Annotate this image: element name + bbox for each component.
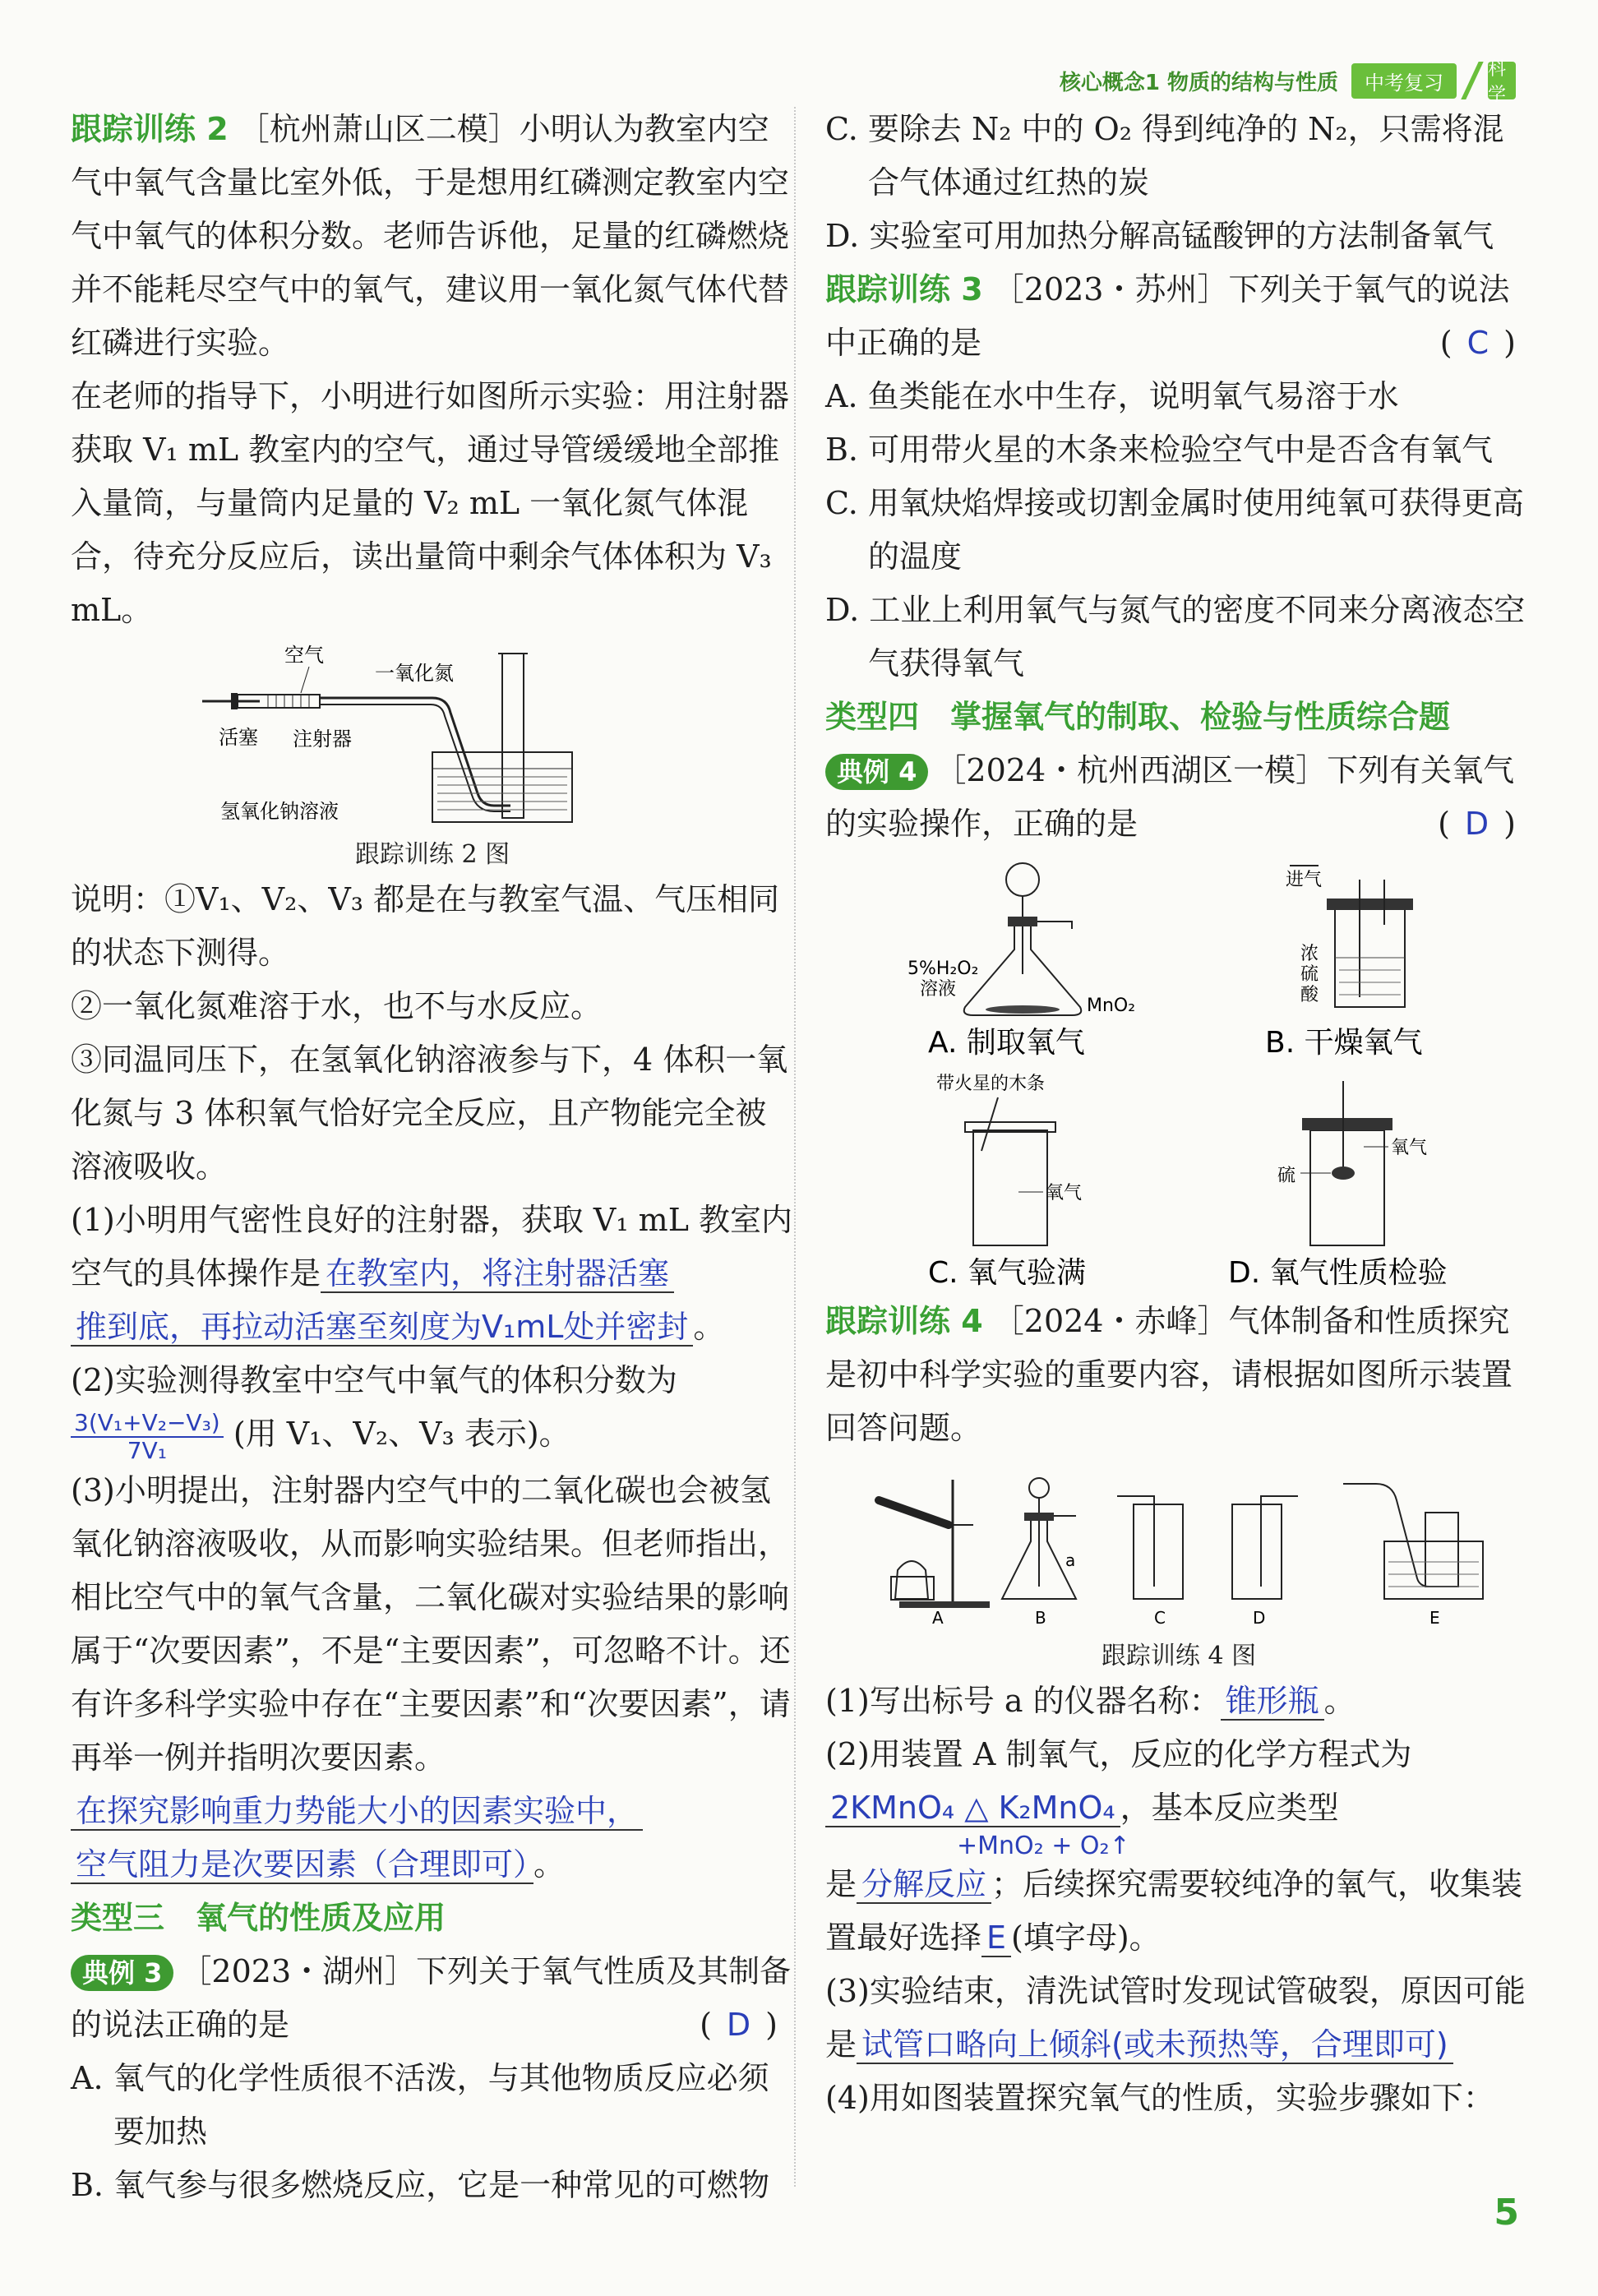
review-tag: 中考复习 [1351,63,1457,99]
label-b-inlet: 进气 [1286,870,1323,890]
section-type-4: 类型四 掌握氧气的制取、检验与性质综合题 [825,699,1451,735]
example-4-answer: D [1464,806,1489,842]
answer-4-2-collect: E [981,1919,1011,1957]
label-d-sulfur: 硫 [1277,1166,1296,1186]
answer-3b: 空气阻力是次要因素（合理即可） [71,1846,533,1884]
label-a-solution: 5%H₂O₂ [908,959,979,979]
label-naoh: 氢氧化钠溶液 [220,800,339,823]
question-1: (1)小明用气密性良好的注射器，获取 V₁ mL 教室内空气的具体操作是 在教室内，将注射器活塞 [71,1202,793,1291]
answer-4-2-equation-cont: +MnO₂ + O₂↑ [957,1832,1130,1860]
tracking-4-question-3: (3)实验结束，清洗试管时发现试管破裂，原因可能是 试管口略向上倾斜(或未预热等，合理即可) [825,1973,1526,2063]
example-3: 典例 3 ［2023・湖州］下列关于氧气性质及其制备的说法正确的是 ( D ) [71,1952,792,2043]
left-column: 跟踪训练 2 ［杭州萧山区二模］小明认为教室内空气中氧气含量比室外低，于是想用红磷测定教室内空气中氧气的体积分数。老师告诉他，足量的红磷燃烧并不能耗尽空气中的氧气，建议用一氧化氮气体代替红磷进行实验。 在老师的指导下，小明进行如图所示实验：用注射器获取 V₁ mL 教室内的空气，通过导管缓缓地全部推入量筒，与量筒内足量的 V₂ mL 一氧化氮气体混合，待充分反应后，读出量筒中剩余气体体积为 V₃ mL。 空气 一氧化氮 活塞 注射器 氢氧化钠溶液 跟踪训练 2 图 说明：①V₁、V₂、V₃ 都是在与教室气温、气压相同的状态下测得。 ②一氧化氮难溶于水，也不与水反应。 ③同温同压下，在氢氧化钠溶液参与下，4 体积一氧化氮与 3 体积氧气恰好完全反应，且产物能完全被溶液吸收。 (1)小明用气密性良好的注射器，获取 V₁ mL 教室内空气的具体操作是 在教室内，将注射器活塞 推到底，再拉动活塞至刻度为V₁mL处并密封 。 (2)实验测得教室中空气中氧气的体积分数为 $\frac{\text{3(V₁+V₂−V₃)}}{\text{7V₁}}$ (用 V₁、V₂、V₃ 表示)。 (3)小明提出，注射器内空气中的二氧化碳也会被氢氧化钠溶液吸收，从而影响实验结果。但老师指出，相比空气中的氧气含量，二氧化碳对实验结果的影响属于“次要因素”，不是“主要因素”，可忽略不计。还有许多科学实验中存在“主要因素”和“次要因素”，请再举一例并指明次要因素。 在探究影响重力势能大小的因素实验中， 空气阻力是次要因素（合理即可） 。 类型三 氧气的性质及应用 典例 3 ［2023・湖州］下列关于氧气性质及其制备的说法正确的是 ( D ) A. 氧气的化学性质很不活泼，与其他物质反应必须要加热 B. 氧气参与很多燃烧反应，它是一种常见的可燃物 [71,103,794,2212]
tracking-4-question-4: (4)用如图装置探究氧气的性质，实验步骤如下： [825,2080,1494,2116]
figure-4-caption: 跟踪训练 4 图 [1101,1642,1257,1670]
tracking-3-option-b: B. 可用带火星的木条来检验空气中是否含有氧气 [825,432,1494,468]
example-4-apparatus-diagrams [825,851,1532,1295]
label-air: 空气 [284,644,324,667]
label-mark-a: a [1065,1550,1076,1570]
option-a-label: A. 制取氧气 [928,1026,1085,1060]
page-header [1060,58,1516,104]
label-apparatus-a: A [932,1608,944,1628]
note-1: 说明：①V₁、V₂、V₃ 都是在与教室气温、气压相同的状态下测得。 [71,881,780,971]
answer-4-2-type: 分解反应 [857,1866,991,1904]
answer-1a: 在教室内，将注射器活塞 [321,1255,674,1293]
subject-tag: 科学 [1488,62,1516,99]
example-3-answer: D [726,2006,751,2043]
answer-3a: 在探究影响重力势能大小的因素实验中， [71,1793,643,1831]
header-divider [1461,62,1483,99]
syringe-apparatus-diagram [186,637,679,826]
label-apparatus-c: C [1154,1608,1166,1628]
tracking-2-procedure: 在老师的指导下，小明进行如图所示实验：用注射器获取 V₁ mL 教室内的空气，通过导管缓缓地全部推入量筒，与量筒内足量的 V₂ mL 一氧化氮气体混合，待充分反应后，读出量筒中剩余气体体积为 V₃ mL。 [71,378,790,628]
label-piston: 活塞 [219,726,258,749]
tracking-3-option-d: D. 工业上利用氧气与氮气的密度不同来分离液态空气获得氧气 [825,592,1526,681]
tracking-3-label: 跟踪训练 3 [825,271,983,307]
label-syringe: 注射器 [293,728,352,751]
right-column: C. 要除去 N₂ 中的 O₂ 得到纯净的 N₂，只需将混合气体通过红热的炭 D. 实验室可用加热分解高锰酸钾的方法制备氧气 跟踪训练 3 ［2023・苏州］下列关于氧气的说法中正确的是 ( C ) A. 鱼类能在水中生存，说明氧气易溶于水 B. 可用带火星的木条来检验空气中是否含有氧气 C. 用氧炔焰焊接或切割金属时使用纯氧可获得更高的温度 D. 工业上利用氧气与氮气的密度不同来分离液态空气获得氧气 类型四 掌握氧气的制取、检验与性质综合题 典例 4 ［2024・杭州西湖区一模］下列有关氧气的实验操作，正确的是 ( D ) 5%H₂O₂ 溶液 MnO₂ A. 制取氧气 进气 浓 硫 酸 B. 干燥氧气 带火星的木条 氧气 C. 氧气验满 氧气 硫 D. 氧气性质检验 跟踪训练 4 ［2024・赤峰］气体制备和性质探究是初中科学实验的重要内容，请根据如图所示装置回答问题。 a A B C D E 跟踪训练 4 图 (1)写出标号 a 的仪器名称： 锥形瓶 。 (2)用装置 A 制氧气，反应的化学方程式为 2KMnO₄ △ K₂MnO₄ ，基本反应类型 +MnO₂ + O₂↑ 是 分解反应 ；后续探究需要较纯净的氧气，收集装置最好选择 E (填字母)。 (3)实验结束，清洗试管时发现试管破裂，原因可能是 试管口略向上倾斜(或未预热等，合理即可) (4)用如图装置探究氧气的性质，实验步骤如下： [825,103,1532,2125]
option-d-label: D. 氧气性质检验 [1228,1256,1448,1290]
label-d-oxygen: 氧气 [1391,1138,1428,1158]
note-2: ②一氧化氮难溶于水，也不与水反应。 [71,988,603,1024]
example-3-option-c: C. 要除去 N₂ 中的 O₂ 得到纯净的 N₂，只需将混合气体通过红热的炭 [825,111,1504,201]
label-a-mno2: MnO₂ [1087,996,1136,1016]
label-apparatus-d: D [1253,1608,1266,1628]
label-apparatus-b: B [1035,1608,1046,1628]
answer-4-3: 试管口略向上倾斜(或未预热等，合理即可) [857,2026,1453,2064]
column-divider [794,107,796,2187]
example-4: 典例 4 ［2024・杭州西湖区一模］下列有关氧气的实验操作，正确的是 ( D ) [825,752,1516,842]
tracking-3-answer: C [1466,325,1489,361]
tracking-4-question-2: (2)用装置 A 制氧气，反应的化学方程式为 [825,1736,1412,1772]
figure-tracking-4 [825,1463,1532,1675]
example-3-option-d: D. 实验室可用加热分解高锰酸钾的方法制备氧气 [825,218,1494,254]
figure-tracking-2 [71,637,794,873]
chapter-title: 核心概念1 物质的结构与性质 [1059,70,1338,95]
example-4-options-grid [825,851,1532,1295]
tracking-3: 跟踪训练 3 ［2023・苏州］下列关于氧气的说法中正确的是 ( C ) [825,271,1516,361]
answer-2-fraction: $\frac{\text{3(V₁+V₂−V₃)}}{\text{7V₁}}$ [71,1410,224,1464]
figure-caption: 跟踪训练 2 图 [354,840,510,869]
tracking-3-option-c: C. 用氧炔焰焊接或切割金属时使用纯氧可获得更高的温度 [825,485,1524,575]
label-nitric-oxide: 一氧化氮 [375,662,454,685]
note-3: ③同温同压下，在氢氧化钠溶液参与下，4 体积一氧化氮与 3 体积氧气恰好完全反应，且产物能完全被溶液吸收。 [71,1042,788,1185]
option-b-label: B. 干燥氧气 [1265,1026,1423,1060]
option-c-label: C. 氧气验满 [928,1256,1087,1290]
tracking-3-option-a: A. 鱼类能在水中生存，说明氧气易溶于水 [825,378,1399,414]
svg-text:溶液: 溶液 [920,979,957,1000]
tracking-4-label: 跟踪训练 4 [825,1303,983,1339]
example-3-badge: 典例 3 [71,1955,173,1991]
page-number: 5 [1494,2192,1519,2234]
tracking-2-intro: 跟踪训练 2 ［杭州萧山区二模］小明认为教室内空气中氧气含量比室外低，于是想用红磷测定教室内空气中氧气的体积分数。老师告诉他，足量的红磷燃烧并不能耗尽空气中的氧气，建议用一氧化氮气体代替红磷进行实验。 [71,111,790,361]
example-3-option-a: A. 氧气的化学性质很不活泼，与其他物质反应必须要加热 [71,2059,769,2150]
example-3-option-b: B. 氧气参与很多燃烧反应，它是一种常见的可燃物 [71,2166,770,2203]
tracking-2-label: 跟踪训练 2 [71,111,229,147]
answer-1b: 推到底，再拉动活塞至刻度为V₁mL处并密封 [71,1309,693,1347]
example-4-badge: 典例 4 [825,754,928,790]
question-2: (2)实验测得教室中空气中氧气的体积分数为 [71,1362,677,1398]
svg-text:浓: 浓 [1300,944,1319,964]
label-c-oxygen: 氧气 [1046,1183,1083,1203]
label-c-stick: 带火星的木条 [936,1074,1046,1094]
tracking-4: 跟踪训练 4 ［2024・赤峰］气体制备和性质探究是初中科学实验的重要内容，请根据如图所示装置回答问题。 [825,1303,1513,1446]
question-3: (3)小明提出，注射器内空气中的二氧化碳也会被氢氧化钠溶液吸收，从而影响实验结果。但老师指出，相比空气中的氧气含量，二氧化碳对实验结果的影响属于“次要因素”，不是“主要因素”，可忽略不计。还有许多科学实验中存在“主要因素”和“次要因素”，请再举一例并指明次要因素。 [71,1471,791,1776]
tracking-4-question-1: (1)写出标号 a 的仪器名称： 锥形瓶 。 [825,1683,1356,1719]
label-apparatus-e: E [1429,1608,1440,1628]
label-b-acid: 酸 [1300,985,1319,1005]
answer-4-1: 锥形瓶 [1221,1683,1324,1721]
svg-text:硫: 硫 [1300,964,1319,985]
section-type-3: 类型三 氧气的性质及应用 [71,1899,446,1936]
answer-4-2-equation: 2KMnO₄ △ K₂MnO₄ [825,1790,1120,1827]
gas-apparatus-diagram [850,1463,1508,1628]
